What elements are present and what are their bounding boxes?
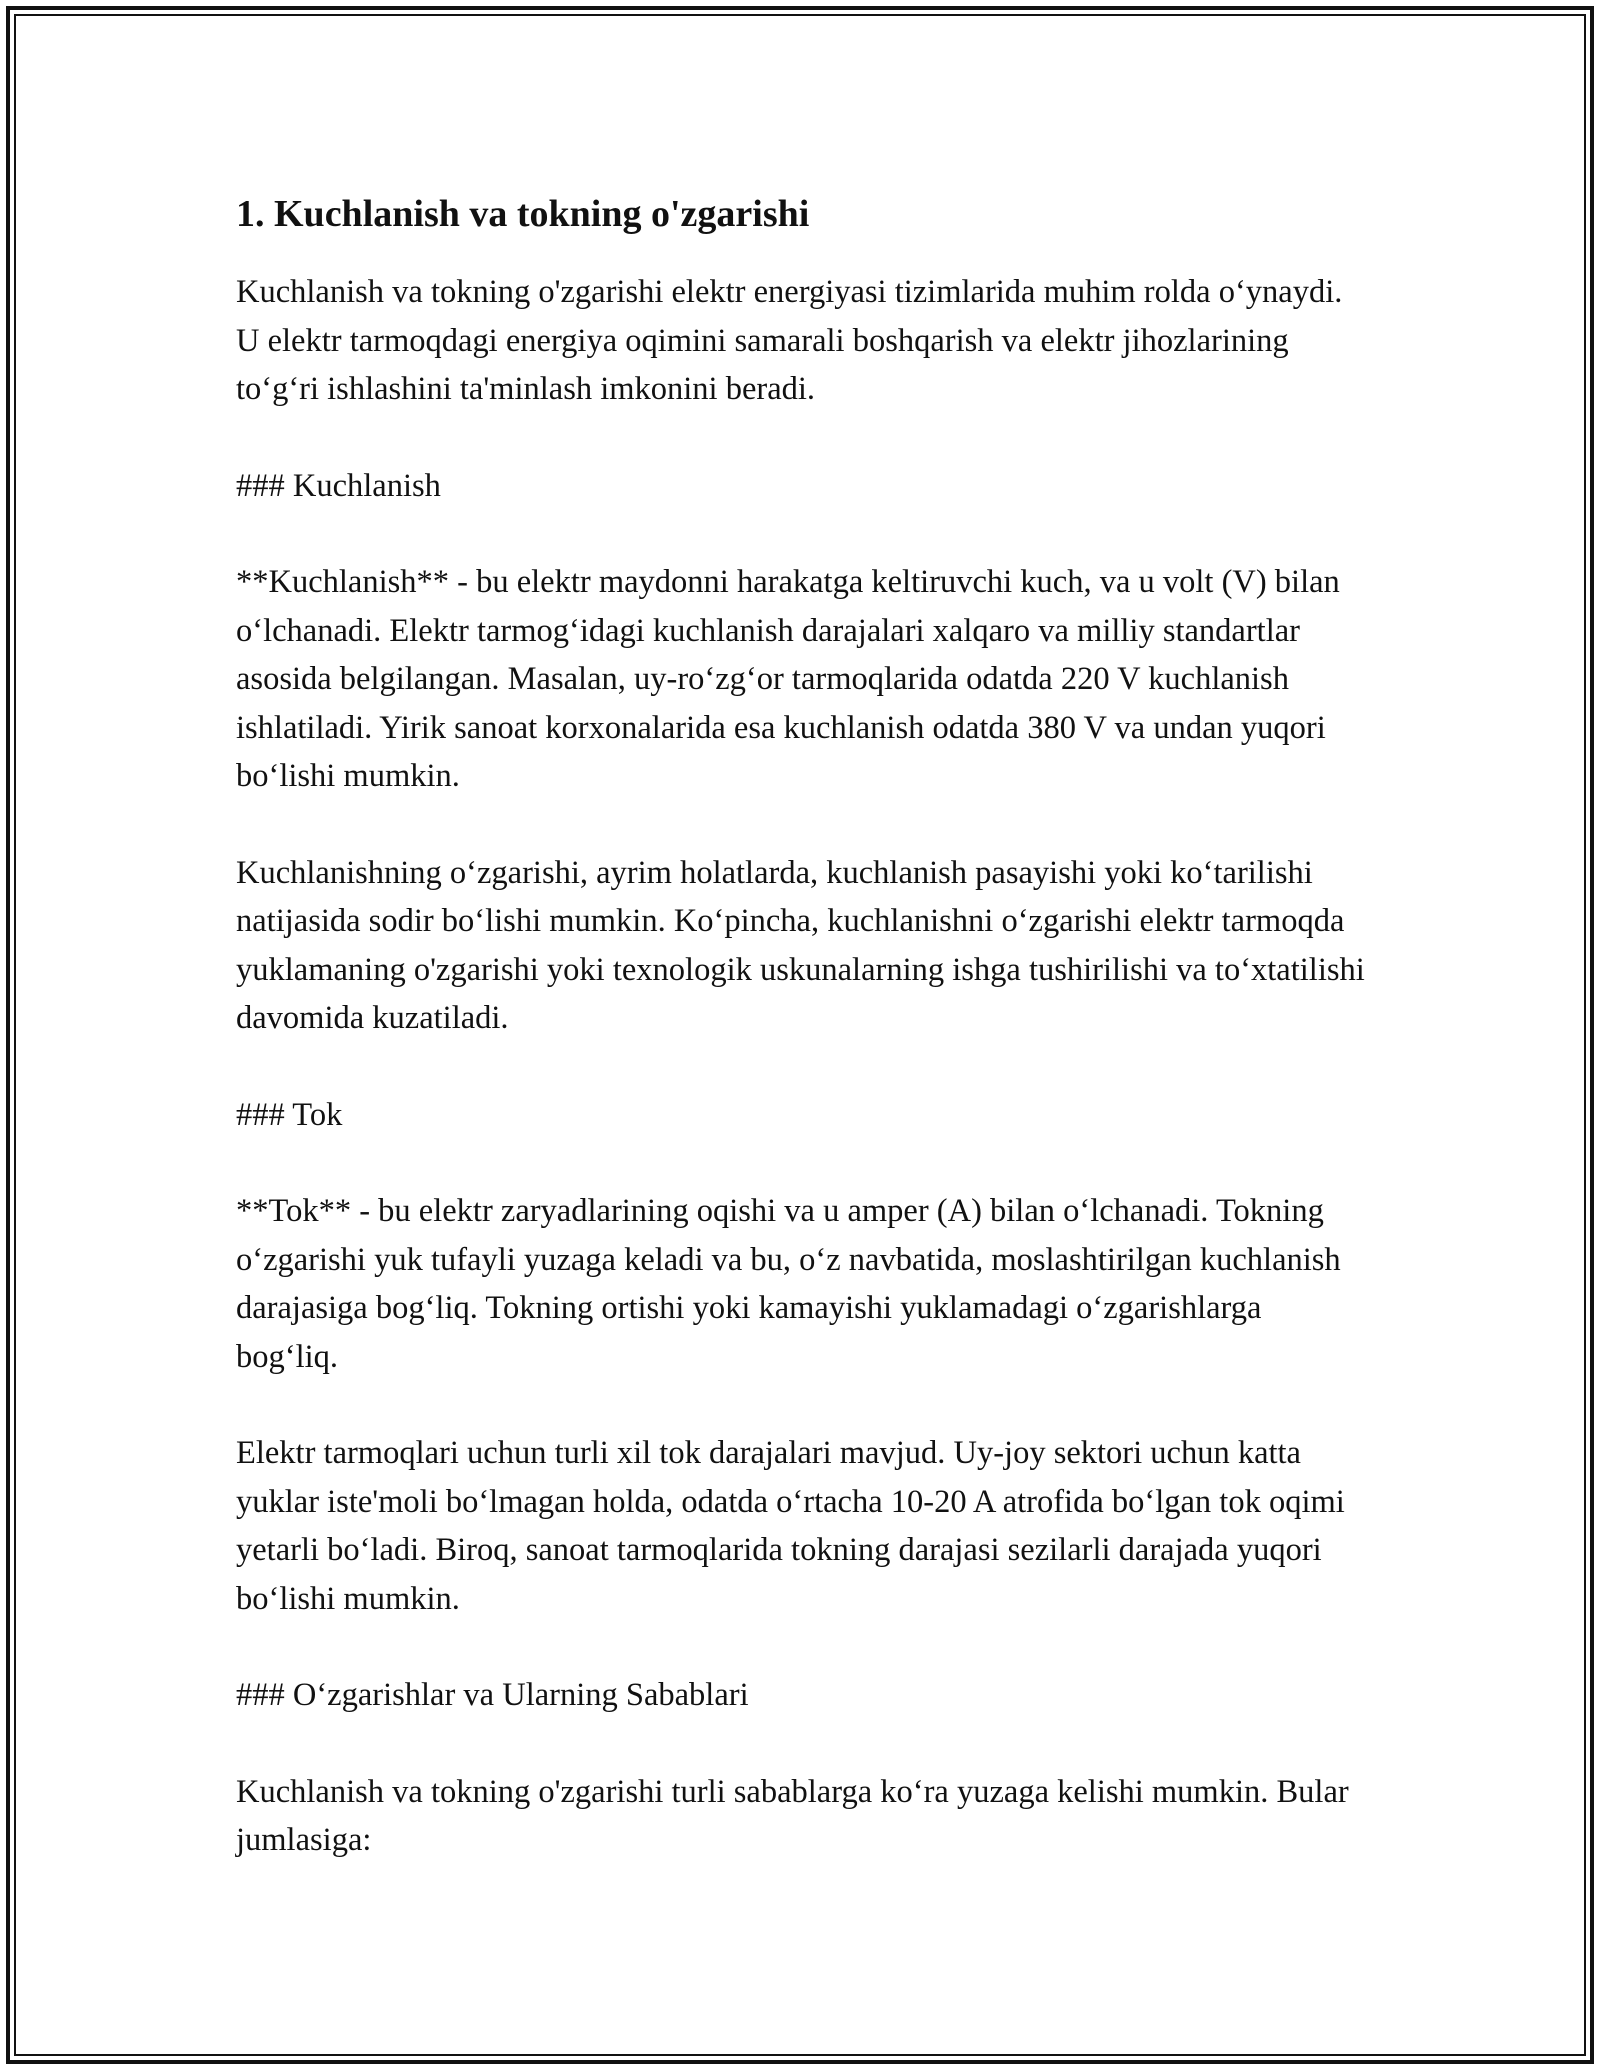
section-heading-tok: ### Tok: [236, 1096, 343, 1133]
tok-levels-paragraph: Elektr tarmoqlari uchun turli xil tok darajalari mavjud. Uy-joy sektori uchun katta yuklar iste'moli bo‘lmagan holda, odatda o‘rtacha 10-20 A atrofida bo‘lgan tok oqimi yetarli bo‘ladi. Biroq, sanoat tarmoqlarida tokning darajasi sezilarli darajada yuqori bo‘lishi mumkin.: [236, 1435, 1345, 1617]
tok-definition-paragraph: **Tok** - bu elektr zaryadlarining oqishi va u amper (A) bilan o‘lchanadi. Tokning o‘zgarishi yuk tufayli yuzaga keladi va bu, o‘z navbatida, moslashtirilgan kuchlanish darajasiga bog‘liq. Tokning ortishi yoki kamayishi yuklamadagi o‘zgarishlarga bog‘liq.: [236, 1193, 1341, 1375]
section-heading-kuchlanish: ### Kuchlanish: [236, 467, 441, 504]
causes-intro-paragraph: Kuchlanish va tokning o'zgarishi turli sabablarga ko‘ra yuzaga kelishi mumkin. Bular jumlasiga:: [236, 1773, 1349, 1858]
section-heading-ozgarishlar: ### O‘zgarishlar va Ularning Sabablari: [236, 1677, 749, 1713]
intro-paragraph: Kuchlanish va tokning o'zgarishi elektr energiyasi tizimlarida muhim rolda o‘ynaydi. U elektr tarmoqdagi energiya oqimini samarali boshqarish va elektr jihozlarining to‘g‘ri ishlashini ta'minlash imkonini beradi.: [236, 274, 1343, 407]
kuchlanish-change-paragraph: Kuchlanishning o‘zgarishi, ayrim holatlarda, kuchlanish pasayishi yoki ko‘tarilishi natijasida sodir bo‘lishi mumkin. Ko‘pincha, kuchlanishni o‘zgarishi elektr tarmoqda yuklamaning o'zgarishi yoki texnologik uskunalarning ishga tushirilishi va to‘xtatilishi davomida kuzatiladi.: [236, 854, 1365, 1036]
document-body: [236, 190, 1366, 1913]
kuchlanish-definition-paragraph: **Kuchlanish** - bu elektr maydonni harakatga keltiruvchi kuch, va u volt (V) bilan o‘lchanadi. Elektr tarmog‘idagi kuchlanish darajalari xalqaro va milliy standartlar asosida belgilangan. Masalan, uy-ro‘zg‘or tarmoqlarida odatda 220 V kuchlanish ishlatiladi. Yirik sanoat korxonalarida esa kuchlanish odatda 380 V va undan yuqori bo‘lishi mumkin.: [236, 564, 1340, 794]
document-title: 1. Kuchlanish va tokning o'zgarishi: [236, 193, 810, 235]
